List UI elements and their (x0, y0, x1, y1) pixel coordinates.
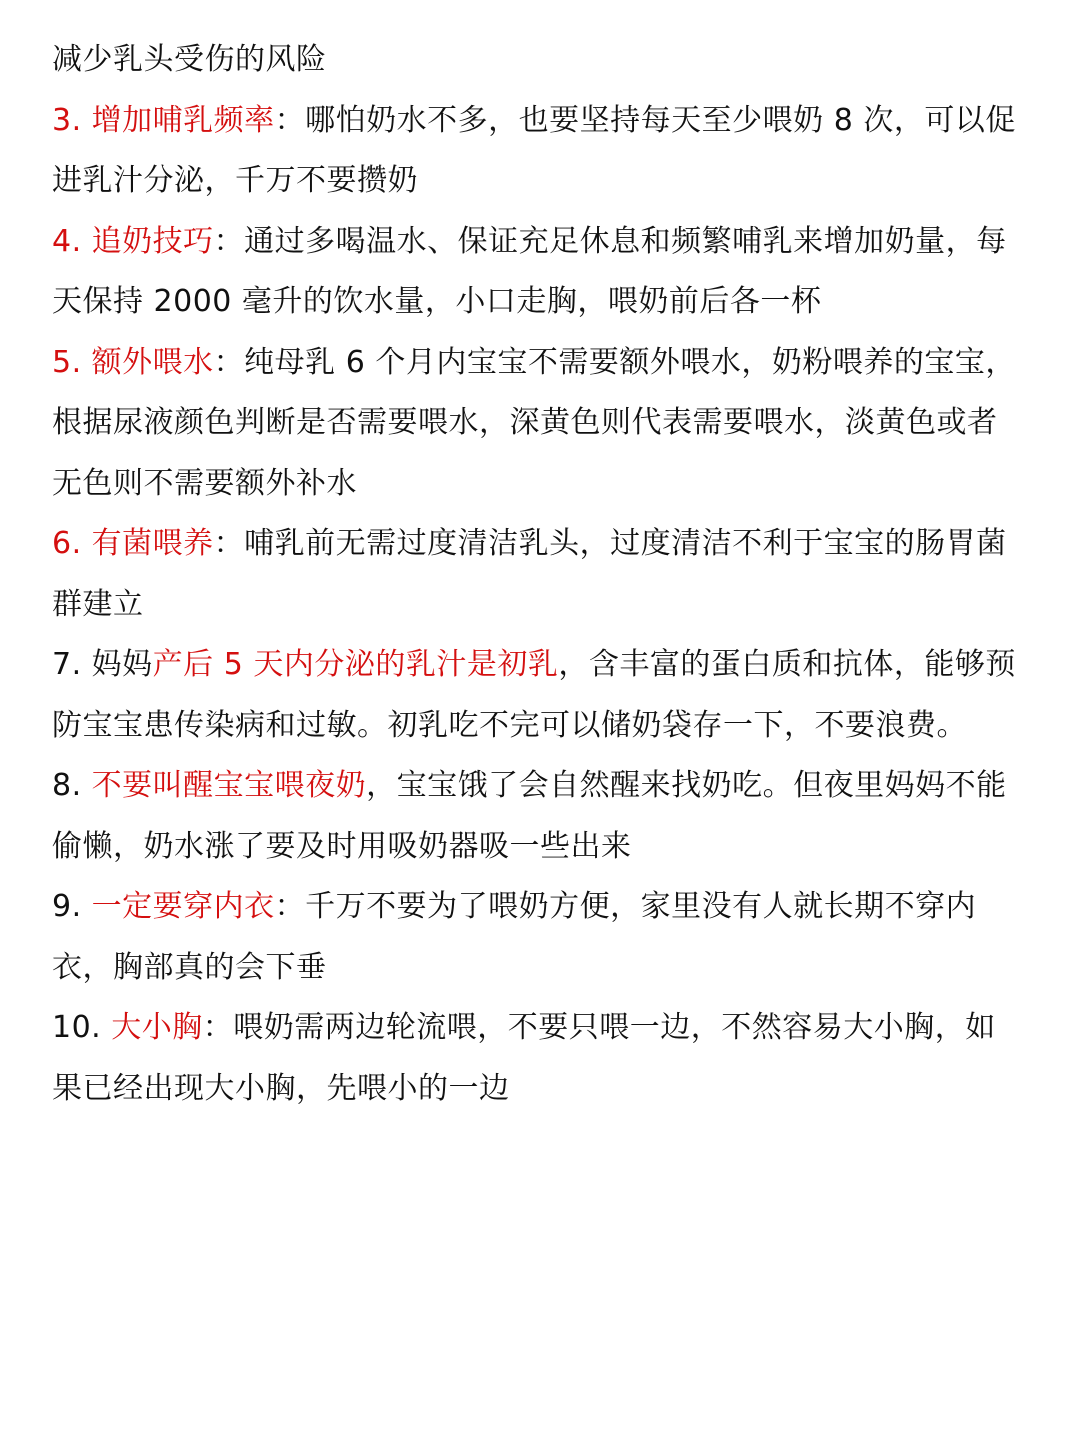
tip-5-extra-water (52, 333, 1020, 515)
tip-prefix: 9. (52, 889, 92, 924)
tip-8-night-feeding (52, 756, 1020, 877)
tip-text: ：哪怕奶水不多，也要坚持每天至少喂奶 8 次，可以促进乳汁分泌，千万不要攒奶 (52, 102, 1016, 198)
tip-text: ：千万不要为了喂奶方便，家里没有人就长期不穿内衣，胸部真的会下垂 (52, 889, 977, 985)
tip-heading: 5. 额外喂水 (52, 344, 214, 380)
tip-10-uneven-breasts (52, 998, 1020, 1119)
tip-heading: 3. 增加哺乳频率 (52, 102, 275, 138)
tip-heading: 一定要穿内衣 (91, 889, 275, 924)
tip-text: ：哺乳前无需过度清洁乳头，过度清洁不利于宝宝的肠胃菌群建立 (52, 526, 1007, 622)
tip-heading: 4. 追奶技巧 (52, 223, 214, 259)
tip-6-bacteria-feeding (52, 514, 1020, 635)
tip-7-colostrum (52, 635, 1020, 756)
tip-heading: 产后 5 天内分泌的乳汁是初乳 (152, 647, 559, 682)
tip-4-increase-milk (52, 212, 1020, 333)
tip-text: ，宝宝饿了会自然醒来找奶吃。但夜里妈妈不能偷懒，奶水涨了要及时用吸奶器吸一些出来 (52, 768, 1007, 864)
tip-heading: 大小胸 (111, 1010, 203, 1045)
tip-text: ：喂奶需两边轮流喂，不要只喂一边，不然容易大小胸，如果已经出现大小胸，先喂小的一边 (52, 1010, 996, 1106)
tip-text: ：通过多喝温水、保证充足休息和频繁哺乳来增加奶量，每天保持 2000 毫升的饮水量，小口走胸，喂奶前后各一杯 (52, 223, 1007, 319)
tip-prefix: 10. (52, 1010, 112, 1045)
tip-3-feeding-frequency (52, 91, 1020, 212)
tip-text: ，含丰富的蛋白质和抗体，能够预防宝宝患传染病和过敏。初乳吃不完可以储奶袋存一下，不要浪费。 (52, 647, 1016, 743)
tip-prefix: 8. (52, 768, 92, 803)
tip-heading: 6. 有菌喂养 (52, 526, 214, 561)
tip-heading: 不要叫醒宝宝喂夜奶 (91, 768, 367, 803)
paragraph-text: 减少乳头受伤的风险 (52, 42, 327, 77)
tip-prefix: 7. 妈妈 (52, 647, 153, 682)
tip-text: ：纯母乳 6 个月内宝宝不需要额外喂水，奶粉喂养的宝宝，根据尿液颜色判断是否需要喂水，深黄色则代表需要喂水，淡黄色或者无色则不需要额外补水 (52, 344, 1016, 501)
tip-9-wear-bra (52, 877, 1020, 998)
paragraph-nipple-injury-tail (52, 30, 1020, 91)
